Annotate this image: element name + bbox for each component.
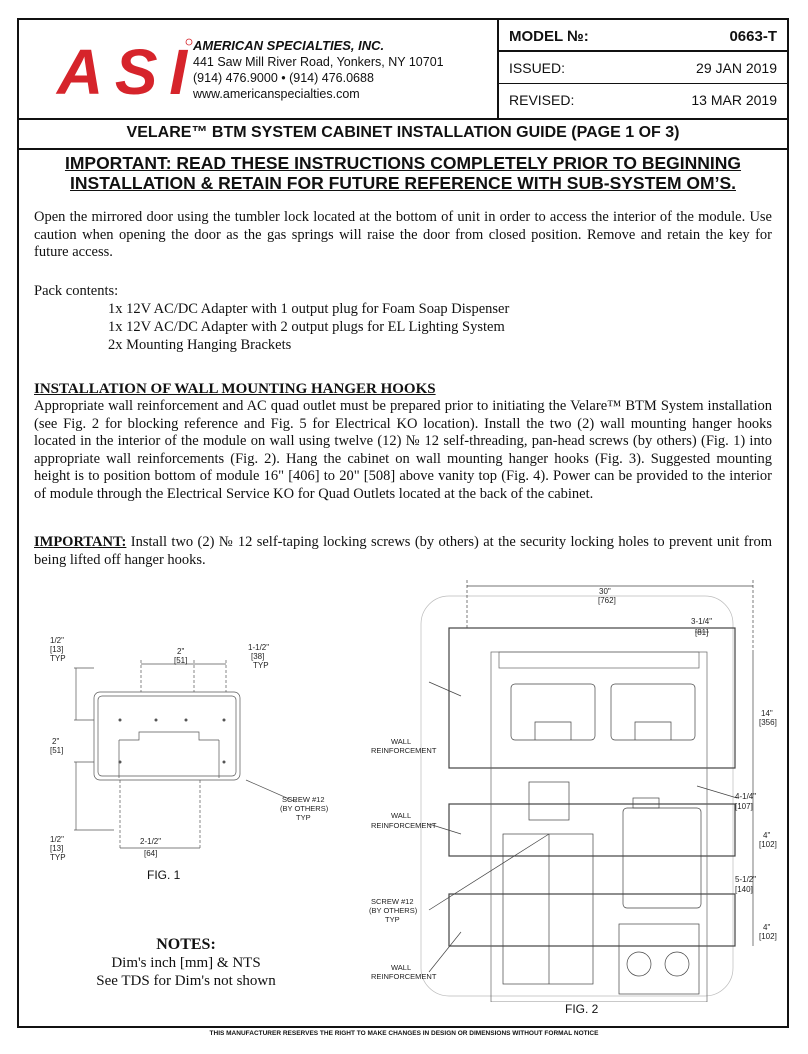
screw-hole [119, 761, 122, 764]
company-info [193, 38, 503, 102]
important-note-label: IMPORTANT: [34, 534, 127, 550]
fig1-screw-label: TYP [296, 813, 311, 822]
company-name: AMERICAN SPECIALTIES, INC. [193, 38, 385, 53]
screw-hole [223, 719, 226, 722]
fig1-dim-1-5-mm: [38] [251, 652, 265, 661]
install-heading: INSTALLATION OF WALL MOUNTING HANGER HOOKS [34, 381, 436, 397]
fig1-dim-left-2: 2" [52, 737, 60, 746]
wall-reinforcement [449, 804, 735, 856]
fig2-drawing [337, 572, 785, 1002]
fig2-dim-14-mm: [356] [759, 718, 777, 727]
fig2-screw-label: (BY OTHERS) [369, 906, 418, 915]
revised-row [499, 84, 789, 118]
fig1-dim-1-5-typ: TYP [253, 661, 269, 670]
fig1-drawing [34, 620, 364, 880]
fig2-wall-label: REINFORCEMENT [371, 746, 437, 755]
fig2-dim-width-mm: [762] [598, 596, 616, 605]
pack-heading: Pack contents: [34, 283, 119, 299]
screw-hole [185, 719, 188, 722]
fig2-dim-5-5-mm: [140] [735, 885, 753, 894]
important-banner: IMPORTANT: READ THESE INSTRUCTIONS COMPLETELY PRIOR TO BEGINNING INSTALLATION & RETAIN FOR FUTURE REFERENCE WITH SUB-SYSTEM OM’S. [64, 153, 742, 193]
model-value: 0663-T [729, 28, 777, 45]
wall-reinforcement [449, 628, 735, 768]
model-row [499, 20, 789, 52]
fig1-caption: FIG. 1 [147, 868, 181, 882]
revised-value: 13 MAR 2019 [691, 92, 777, 108]
important-note-text: Install two (2) № 12 self-taping locking screws (by others) at the security locking holes to prevent unit from being lifted off hanger hooks. [34, 534, 772, 568]
issued-label: ISSUED: [509, 60, 566, 76]
fig2-wall-label: REINFORCEMENT [371, 821, 437, 830]
notes-title: NOTES: [156, 936, 216, 953]
intro-paragraph: Open the mirrored door using the tumbler lock located at the bottom of unit in order to access the interior of the module. Use caution when opening the door as the gas springs will raise the door from closed position. Remove and retain the key for future access. [34, 209, 772, 260]
fig2-dim-5-5: 5-1/2" [735, 875, 757, 884]
model-label: MODEL №: [509, 28, 589, 45]
header [19, 20, 787, 120]
notes-block [77, 936, 295, 990]
fig1-dim-bot-half: 1/2" [50, 835, 64, 844]
pack-item: 1x 12V AC/DC Adapter with 1 output plug for Foam Soap Dispenser [108, 301, 510, 317]
fig2-dim-3-25: 3-1/4" [691, 617, 713, 626]
fig2-dim-3-25-mm: [81] [695, 628, 709, 637]
pack-contents [34, 282, 509, 354]
company-phone: (914) 476.9000 • (914) 476.0688 [193, 71, 374, 85]
fig2-caption: FIG. 2 [565, 1002, 599, 1016]
wall-reinforcement [449, 894, 735, 946]
company-website[interactable]: www.americanspecialties.com [193, 87, 360, 101]
doc-meta [497, 20, 789, 118]
install-paragraph: Appropriate wall reinforcement and AC quad outlet must be prepared prior to initiating the Velare™ BTM System installation (see Fig. 2 for blocking reference and Fig. 5 for Electrical KO location). Install the two (2) wall mounting hanger hooks located in the interior of the module on wall using twelve (12) № 12 self-threading, pan-head screws (by others) (Fig. 1) into appropriate wall reinforcements (Fig. 2). Hang the cabinet on wall mounting hanger hooks (Fig. 3). Suggested mounting height is to position bottom of module 16" [406] to 20" [508] above vanity top (Fig. 4). Power can be provided to the interior of module through the Electrical Service KO for Quad Outlets located at the back of the cabinet. [34, 398, 772, 502]
cabinet-outline [421, 596, 733, 996]
footer-disclaimer: THIS MANUFACTURER RESERVES THE RIGHT TO MAKE CHANGES IN DESIGN OR DIMENSIONS WITHOUT FORMAL NOTICE [209, 1030, 599, 1037]
important-note [34, 534, 772, 569]
fig2-screw-label: SCREW #12 [371, 897, 414, 906]
issued-value: 29 JAN 2019 [696, 60, 777, 76]
fig2-wall-label: WALL [391, 963, 412, 972]
fig1-screw-label: SCREW #12 [282, 795, 325, 804]
fig2-dim-4-25-mm: [107] [735, 802, 753, 811]
fig2-wall-label: WALL [391, 811, 412, 820]
fig2-dim-14: 14" [761, 709, 773, 718]
notes-line: Dim's inch [mm] & NTS [111, 955, 261, 971]
document-page [17, 18, 789, 1028]
fig2-dim-4b-mm: [102] [759, 932, 777, 941]
fig1-dim-2-5-mm: [64] [144, 849, 158, 858]
notes-line: See TDS for Dim's not shown [96, 973, 276, 989]
pack-item: 2x Mounting Hanging Brackets [108, 337, 292, 353]
page-title: VELARE™ BTM SYSTEM CABINET INSTALLATION GUIDE (PAGE 1 OF 3) [19, 118, 787, 150]
screw-hole [119, 719, 122, 722]
screw-hole [155, 719, 158, 722]
fig1-dim-bot-half-typ: TYP [50, 853, 66, 862]
fig1-dim-2: 2" [177, 647, 185, 656]
bracket-outline [94, 692, 240, 780]
fig2-dim-width: 30" [599, 587, 611, 596]
fig2-dim-4a-mm: [102] [759, 840, 777, 849]
fig1-dim-half: 1/2" [50, 636, 64, 645]
fig1-dim-half-typ: TYP [50, 654, 66, 663]
issued-row [499, 52, 789, 84]
fig1-dim-1-5: 1-1/2" [248, 643, 270, 652]
fig1-dim-left-2-mm: [51] [50, 746, 64, 755]
fig2-screw-label: TYP [385, 915, 400, 924]
fig2-dim-4-25: 4-1/4" [735, 792, 757, 801]
fig2-dim-4a: 4" [763, 831, 771, 840]
fig2-wall-label: REINFORCEMENT [371, 972, 437, 981]
fig2-wall-label: WALL [391, 737, 412, 746]
fig1-screw-label: (BY OTHERS) [280, 804, 329, 813]
pack-item: 1x 12V AC/DC Adapter with 2 output plugs for EL Lighting System [108, 319, 505, 335]
screw-hole [223, 761, 226, 764]
fig1-dim-2-5: 2-1/2" [140, 837, 162, 846]
logo-text: ASI [57, 36, 187, 102]
revised-label: REVISED: [509, 92, 575, 108]
fig2-dim-4b: 4" [763, 923, 771, 932]
fig1-dim-half-mm: [13] [50, 645, 64, 654]
fig1-dim-2-mm: [51] [174, 656, 188, 665]
fig1-dim-bot-half-mm: [13] [50, 844, 64, 853]
asi-logo [53, 36, 193, 102]
company-address: 441 Saw Mill River Road, Yonkers, NY 10701 [193, 55, 444, 69]
